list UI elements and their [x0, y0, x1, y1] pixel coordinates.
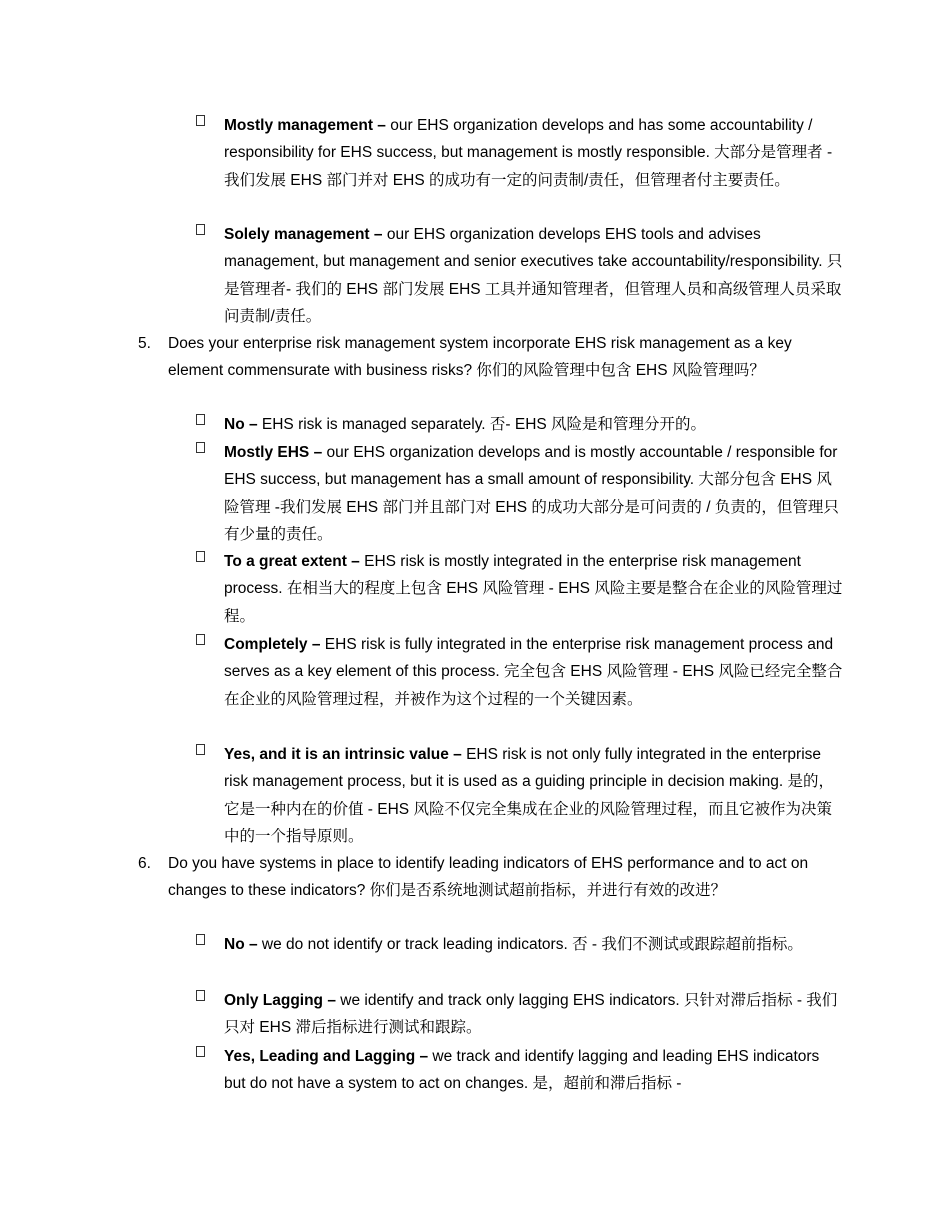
- option-text: Mostly EHS – our EHS organization develops and is mostly accountable / responsible for EHS success, but management has a small amount of responsibility. 大部分包含 EHS 风险管理 -我们发展 EHS 部门并且部门对 EHS 的成功大部分是可问责的 / 负责的，但管理只有少量的责任。: [224, 444, 839, 543]
- option-text: No – EHS risk is managed separately. 否- EHS 风险是和管理分开的。: [224, 416, 707, 433]
- checkbox-icon[interactable]: [196, 442, 205, 453]
- checkbox-icon[interactable]: [196, 634, 205, 645]
- option-text: To a great extent – EHS risk is mostly integrated in the enterprise risk management process. 在相当大的程度上包含 EHS 风险管理 - EHS 风险主要是整合在企业的风险管理过程。: [224, 553, 843, 625]
- checkbox-icon[interactable]: [196, 934, 205, 945]
- question-text: Does your enterprise risk management system incorporate EHS risk management as a key element commensurate with business risks? 你们的风险管理中包含 EHS 风险管理吗？: [168, 335, 792, 380]
- checkbox-icon[interactable]: [196, 551, 205, 562]
- checkbox-icon[interactable]: [196, 414, 205, 425]
- question-text: Do you have systems in place to identify leading indicators of EHS performance and to act on changes to these indicators? 你们是否系统地测试超前指标，并进行有效的改进？: [168, 855, 809, 900]
- option-text: Only Lagging – we identify and track only lagging EHS indicators. 只针对滞后指标 - 我们只对 EHS 滞后指标进行测试和跟踪。: [224, 992, 838, 1037]
- checkbox-icon[interactable]: [196, 990, 205, 1001]
- option-text: Solely management – our EHS organization develops EHS tools and advises management, but management and senior executives take accountability/responsibility. 只是管理者- 我们的 EHS 部门发展 EHS 工具并通知管理者，但管理人员和高级管理人员采取问责制/责任。: [224, 226, 843, 325]
- checkbox-icon[interactable]: [196, 1046, 205, 1057]
- option-text: Yes, and it is an intrinsic value – EHS risk is not only fully integrated in the enterprise risk management process, but it is used as a guiding principle in decision making. 是的，它是一种内在的价值 - EHS 风险不仅完全集成在企业的风险管理过程，而且它被作为决策中的一个指导原则。: [224, 746, 834, 845]
- option-text: Yes, Leading and Lagging – we track and identify lagging and leading EHS indicators but do not have a system to act on changes. 是，超前和滞后指标 -: [224, 1048, 820, 1093]
- checkbox-icon[interactable]: [196, 115, 205, 126]
- option-text: No – we do not identify or track leading indicators. 否 - 我们不测试或跟踪超前指标。: [224, 936, 803, 953]
- option-text: Completely – EHS risk is fully integrated in the enterprise risk management process and serves as a key element of this process. 完全包含 EHS 风险管理 - EHS 风险已经完全整合在企业的风险管理过程，并被作为这个过程的一个关键因素。: [224, 636, 843, 708]
- checkbox-icon[interactable]: [196, 744, 205, 755]
- checkbox-icon[interactable]: [196, 224, 205, 235]
- question-number: 6.: [138, 855, 151, 872]
- question-number: 5.: [138, 335, 151, 352]
- option-text: Mostly management – our EHS organization develops and has some accountability / responsibility for EHS success, but management is mostly responsible. 大部分是管理者 - 我们发展 EHS 部门并对 EHS 的成功有一定的问责制/责任，但管理者付主要责任。: [224, 117, 833, 189]
